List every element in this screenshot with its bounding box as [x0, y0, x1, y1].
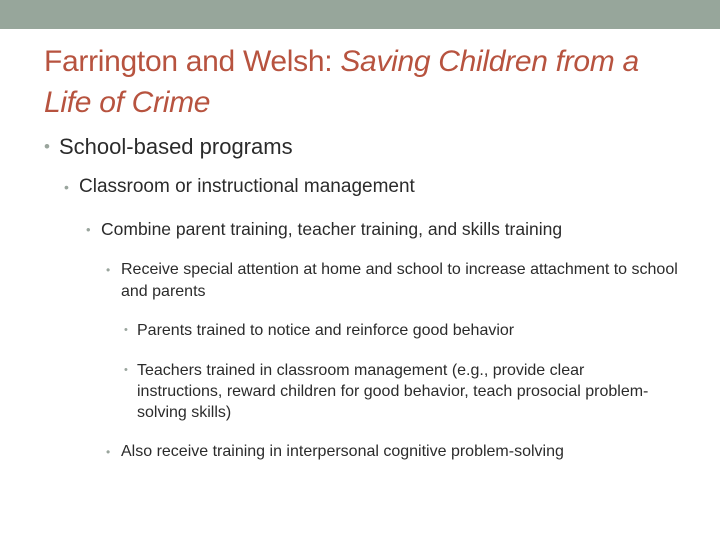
bullet-level1	[44, 133, 293, 161]
bullet-text: Parents trained to notice and reinforce good behavior	[137, 322, 515, 339]
bullet-dot: •	[124, 324, 128, 336]
bullet-level5	[124, 320, 672, 341]
bullet-level2	[64, 175, 415, 199]
bullet-dot: •	[124, 364, 128, 376]
bullet-dot: •	[86, 222, 91, 237]
bullet-level3	[86, 218, 562, 241]
bullet-text: Teachers trained in classroom management (e.g., provide clear instructions, reward children for good behavior, teach prosocial problem-solving skills)	[137, 362, 649, 421]
bullet-text: Also receive training in interpersonal cognitive problem-solving	[121, 443, 564, 460]
bullet-dot: •	[64, 179, 69, 195]
bullet-level4	[106, 441, 696, 463]
bullet-dot: •	[44, 137, 50, 156]
bullet-text: School-based programs	[59, 134, 293, 159]
bullet-text: Classroom or instructional management	[79, 176, 415, 197]
bullet-level5	[124, 360, 672, 423]
title-italic: Saving Children from a Life of Crime	[44, 45, 639, 119]
bullet-dot: •	[106, 445, 111, 459]
bullet-dot: •	[106, 263, 111, 277]
slide-title	[44, 41, 684, 123]
bullet-text: Combine parent training, teacher training, and skills training	[101, 219, 563, 239]
title-main: Farrington and Welsh:	[44, 45, 341, 78]
top-band	[0, 0, 720, 29]
bullet-level4	[106, 259, 696, 303]
bullet-text: Receive special attention at home and school to increase attachment to school and parents	[121, 261, 678, 300]
